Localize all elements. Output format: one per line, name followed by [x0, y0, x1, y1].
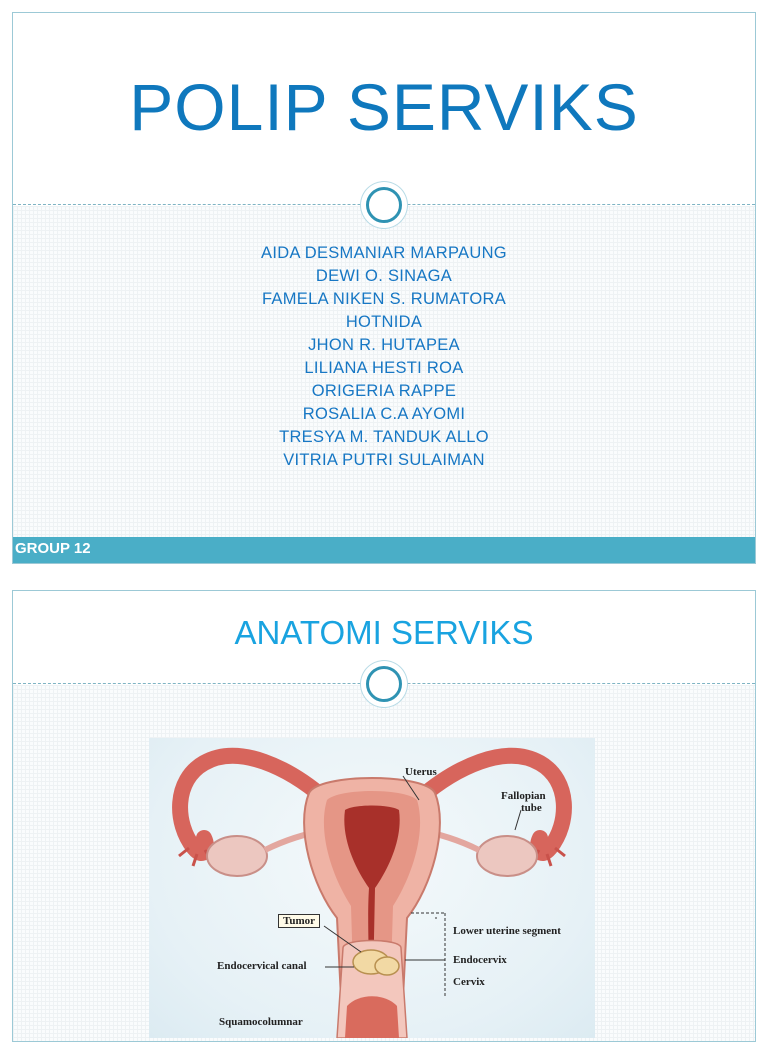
- footer-bar: [13, 537, 755, 563]
- ring-ornament-icon: [366, 187, 402, 223]
- label-tube: tube: [521, 802, 542, 814]
- member-name: DEWI O. SINAGA: [315, 267, 453, 285]
- member-name: TRESYA M. TANDUK ALLO: [279, 428, 489, 446]
- member-list: [13, 242, 755, 472]
- label-endocervix: Endocervix: [453, 954, 507, 966]
- member-name: AIDA DESMANIAR MARPAUNG: [261, 244, 507, 262]
- member-name: HOTNIDA: [345, 313, 423, 331]
- member-name: LILIANA HESTI ROA: [304, 359, 464, 377]
- member-name: VITRIA PUTRI SULAIMAN: [283, 451, 485, 469]
- label-uterus: Uterus: [405, 766, 437, 778]
- label-endocervical-canal: Endocervical canal: [217, 960, 307, 972]
- uterus-anatomy-figure: [149, 738, 595, 1038]
- label-lower-uterine-segment: Lower uterine segment: [453, 925, 561, 937]
- title-area: [13, 13, 755, 205]
- member-name: JHON R. HUTAPEA: [308, 336, 460, 354]
- title-slide: [12, 12, 756, 564]
- label-squamocolumnar: Squamocolumnar: [219, 1016, 303, 1028]
- member-name: FAMELA NIKEN S. RUMATORA: [261, 290, 507, 308]
- anatomy-slide: [12, 590, 756, 1042]
- label-cervix: Cervix: [453, 976, 485, 988]
- member-name: ORIGERIA RAPPE: [311, 382, 457, 400]
- member-name: ROSALIA C.A AYOMI: [302, 405, 466, 423]
- slide-title: POLIP SERVIKS: [129, 70, 639, 144]
- label-tumor: Tumor: [278, 914, 320, 928]
- label-fallopian: Fallopian: [501, 790, 546, 802]
- group-label: GROUP 12: [15, 540, 91, 557]
- slide-title: ANATOMI SERVIKS: [234, 614, 534, 651]
- ring-ornament-icon: [366, 666, 402, 702]
- uterus-illustration: [149, 738, 595, 1038]
